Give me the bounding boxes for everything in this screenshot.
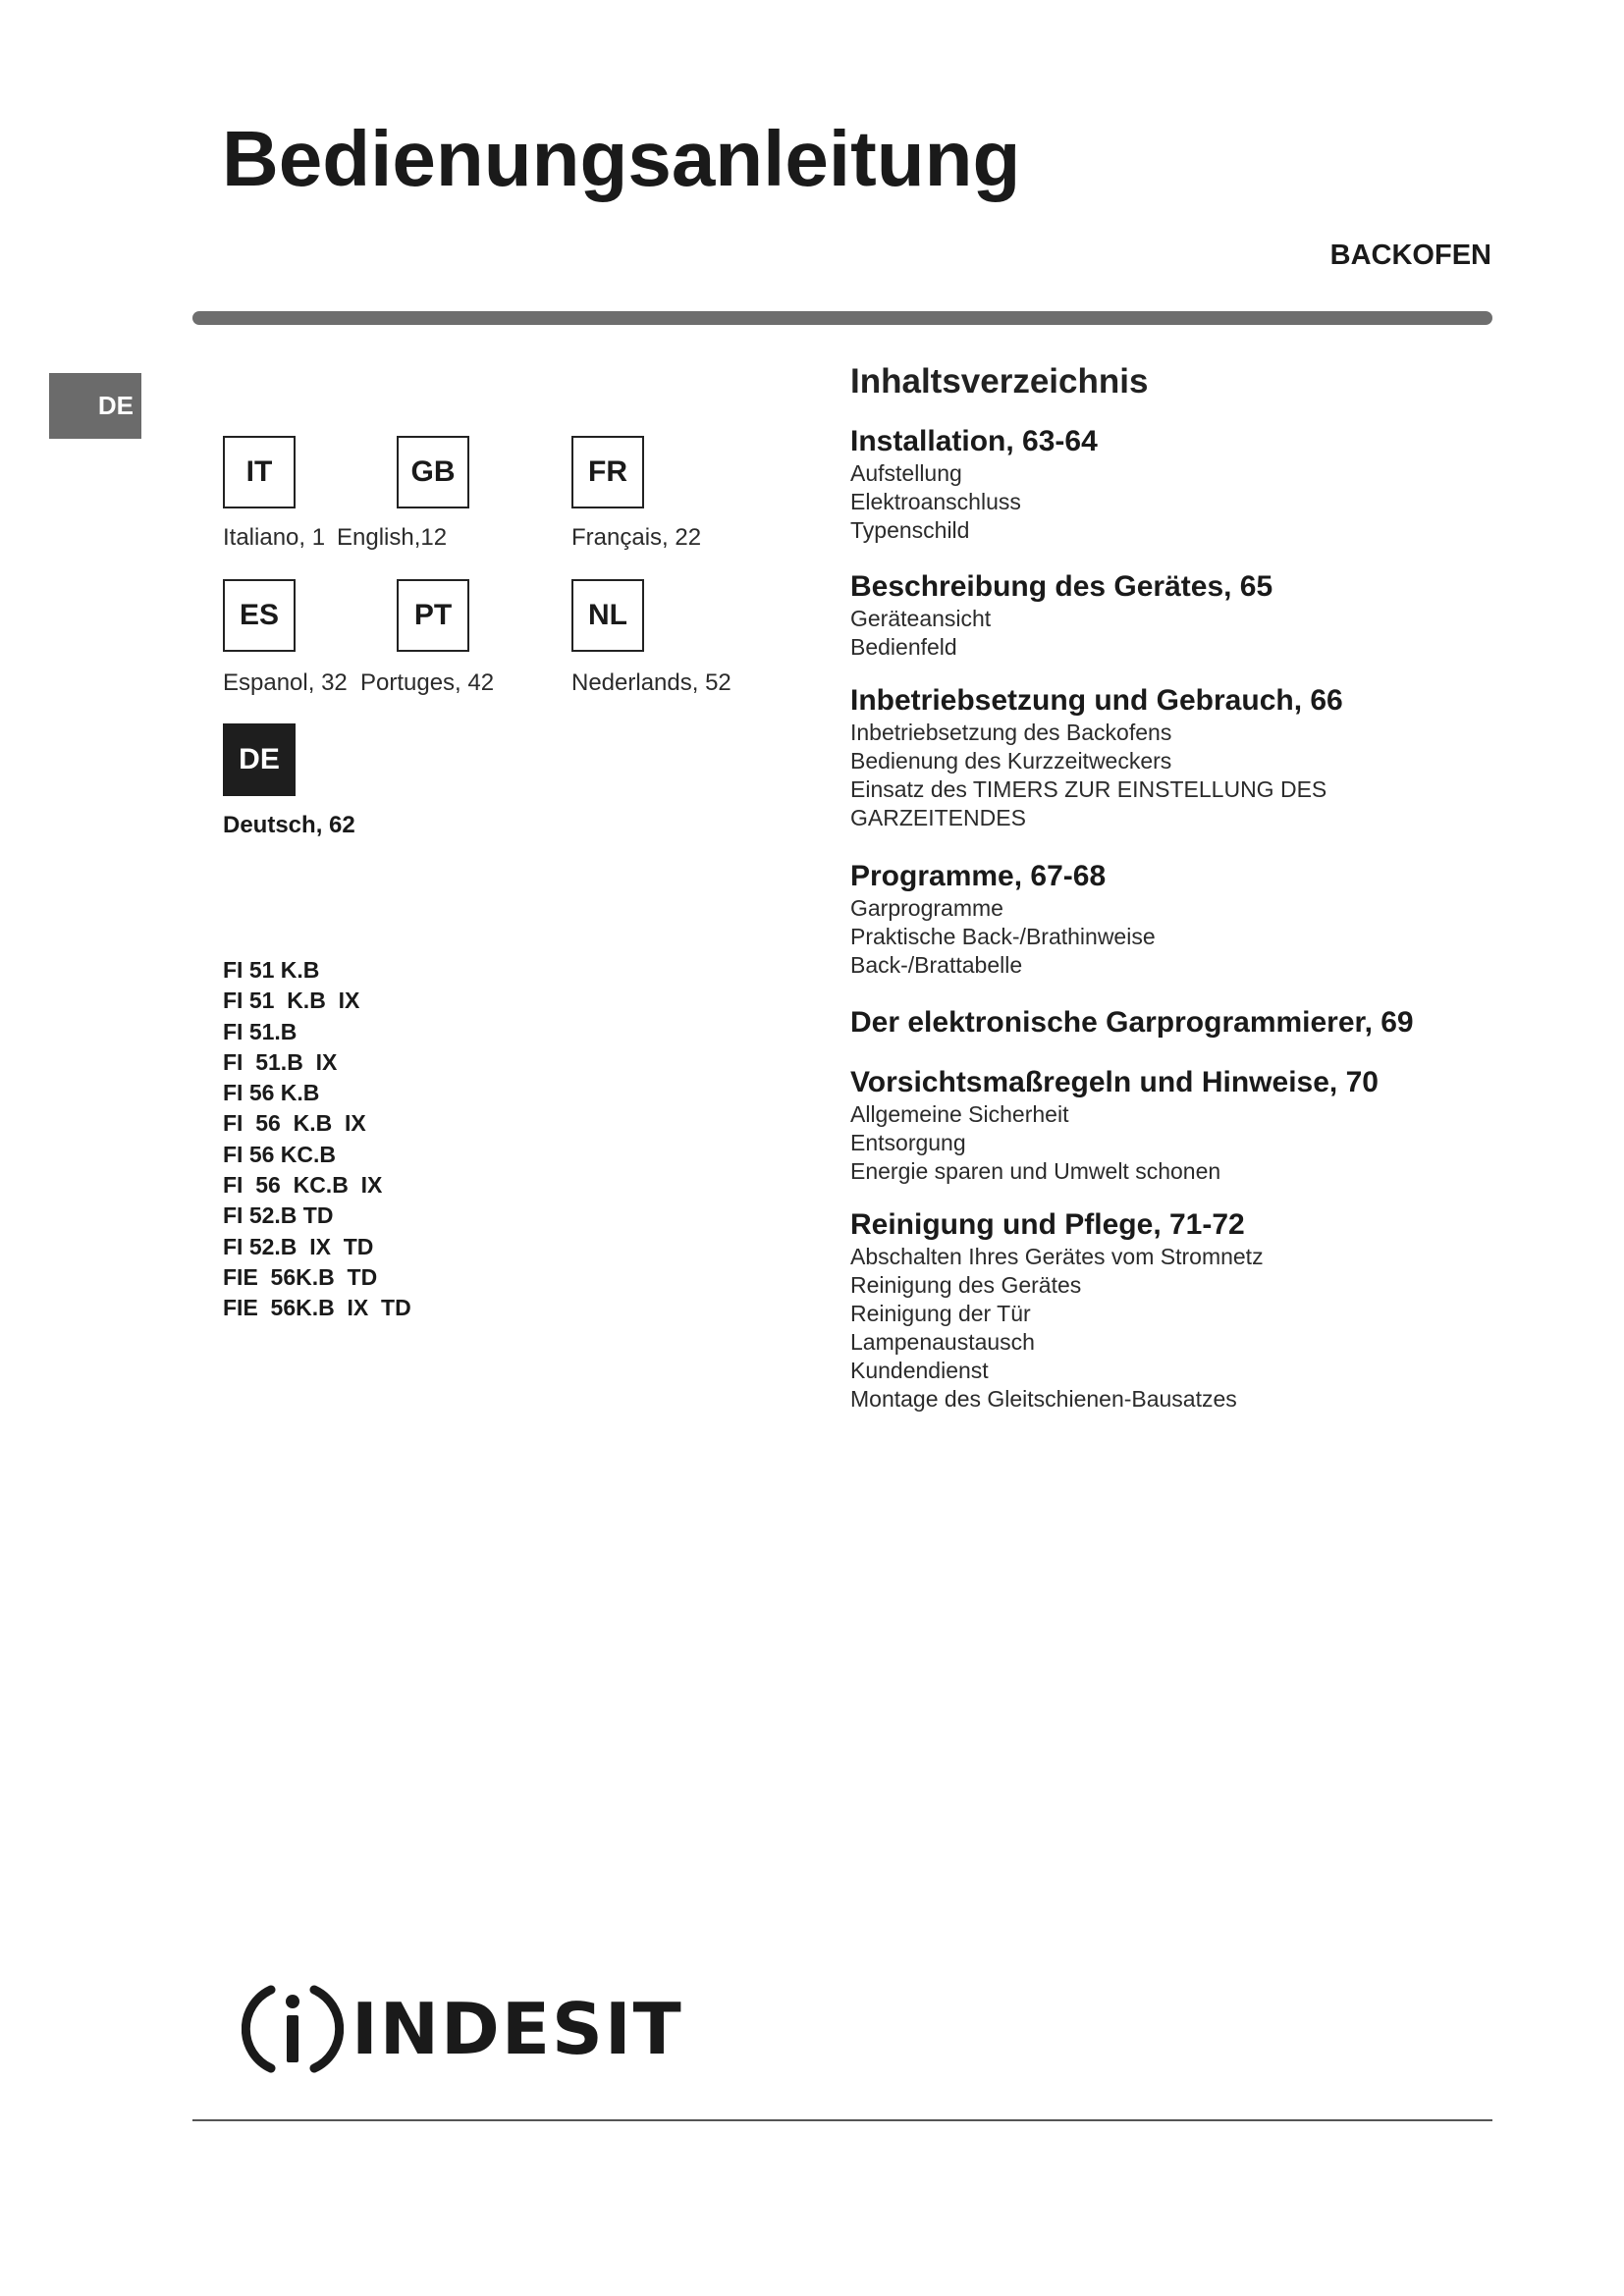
- model-item: FI 52.B TD: [223, 1202, 334, 1229]
- toc-title: Inhaltsverzeichnis: [850, 362, 1149, 400]
- language-box-de: DE: [223, 723, 296, 796]
- toc-item: Reinigung der Tür: [850, 1301, 1031, 1326]
- model-item: FI 56 KC.B: [223, 1141, 337, 1167]
- language-caption-fr: Français, 22: [571, 524, 702, 551]
- model-item: FI 52.B IX TD: [223, 1233, 374, 1259]
- footer-divider: [192, 2119, 1492, 2121]
- toc-item: Garprogramme: [850, 895, 1003, 921]
- toc-item: Entsorgung: [850, 1130, 966, 1155]
- toc-heading: Programme, 67-68: [850, 860, 1107, 892]
- indesit-logo-icon: [242, 1978, 344, 2080]
- model-item: FI 51 K.B IX: [223, 988, 360, 1014]
- toc-item: Bedienfeld: [850, 634, 957, 660]
- toc-item: Inbetriebsetzung des Backofens: [850, 720, 1172, 745]
- brand-name: INDESIT: [352, 1988, 683, 2070]
- language-box-nl: NL: [571, 579, 644, 652]
- toc-section-vorsichtsmassregeln: [850, 1065, 1479, 1186]
- model-list: [223, 955, 411, 1324]
- model-item: FI 56 KC.B IX: [223, 1172, 383, 1199]
- toc-item: Aufstellung: [850, 460, 962, 486]
- toc-item: Allgemeine Sicherheit: [850, 1101, 1069, 1127]
- language-caption-gb: English,12: [337, 524, 448, 551]
- toc-item: Montage des Gleitschienen-Bausatzes: [850, 1386, 1237, 1412]
- model-item: FI 56 K.B: [223, 1080, 320, 1106]
- language-caption-es: Espanol, 32: [223, 669, 348, 696]
- toc-item: Energie sparen und Umwelt schonen: [850, 1158, 1221, 1184]
- toc-item: Praktische Back-/Brathinweise: [850, 924, 1156, 949]
- language-side-tab: DE: [49, 373, 141, 439]
- toc-heading: Beschreibung des Gerätes, 65: [850, 570, 1273, 603]
- language-caption-de: Deutsch, 62: [223, 812, 355, 838]
- brand-logo: [242, 1978, 683, 2080]
- toc-section-inbetriebsetzung: [850, 683, 1479, 832]
- language-caption-pt: Portuges, 42: [360, 669, 495, 696]
- toc-section-programme: [850, 859, 1479, 980]
- model-item: FI 56 K.B IX: [223, 1110, 366, 1137]
- toc-item: Abschalten Ihres Gerätes vom Stromnetz: [850, 1244, 1264, 1269]
- toc-heading: Installation, 63-64: [850, 425, 1098, 457]
- model-item: FIE 56K.B IX TD: [223, 1295, 411, 1321]
- toc-heading: Reinigung und Pflege, 71-72: [850, 1208, 1245, 1241]
- language-box-fr: FR: [571, 436, 644, 508]
- language-caption-nl: Nederlands, 52: [571, 669, 731, 696]
- toc-item: GARZEITENDES: [850, 805, 1026, 830]
- toc-section-reinigung: [850, 1207, 1479, 1414]
- toc-item: Elektroanschluss: [850, 489, 1021, 514]
- toc-item: Reinigung des Gerätes: [850, 1272, 1082, 1298]
- toc-item: Lampenaustausch: [850, 1329, 1035, 1355]
- toc-item: Kundendienst: [850, 1358, 989, 1383]
- language-box-gb: GB: [397, 436, 469, 508]
- model-item: FIE 56K.B TD: [223, 1263, 378, 1290]
- toc-heading: Inbetriebsetzung und Gebrauch, 66: [850, 684, 1343, 717]
- language-box-it: IT: [223, 436, 296, 508]
- toc-item: Bedienung des Kurzzeitweckers: [850, 748, 1172, 774]
- toc-heading: Vorsichtsmaßregeln und Hinweise, 70: [850, 1066, 1379, 1098]
- language-box-es: ES: [223, 579, 296, 652]
- model-item: FI 51.B: [223, 1018, 298, 1044]
- toc-item: Geräteansicht: [850, 606, 992, 631]
- toc-section-beschreibung: [850, 569, 1479, 662]
- toc-item: Einsatz des TIMERS ZUR EINSTELLUNG DES: [850, 776, 1327, 802]
- toc-section-installation: [850, 424, 1479, 545]
- model-item: FI 51 K.B: [223, 957, 320, 983]
- toc-item: Back-/Brattabelle: [850, 952, 1023, 978]
- page-title: Bedienungsanleitung: [222, 115, 1021, 202]
- model-item: FI 51.B IX: [223, 1048, 338, 1075]
- language-caption-it: Italiano, 1: [223, 524, 326, 551]
- document-subtitle: BACKOFEN: [1329, 240, 1491, 271]
- toc-item: Typenschild: [850, 517, 970, 543]
- language-box-pt: PT: [397, 579, 469, 652]
- toc-section-garprogrammierer: [850, 1005, 1479, 1041]
- header-divider: [192, 311, 1492, 325]
- toc-heading: Der elektronische Garprogrammierer, 69: [850, 1006, 1414, 1039]
